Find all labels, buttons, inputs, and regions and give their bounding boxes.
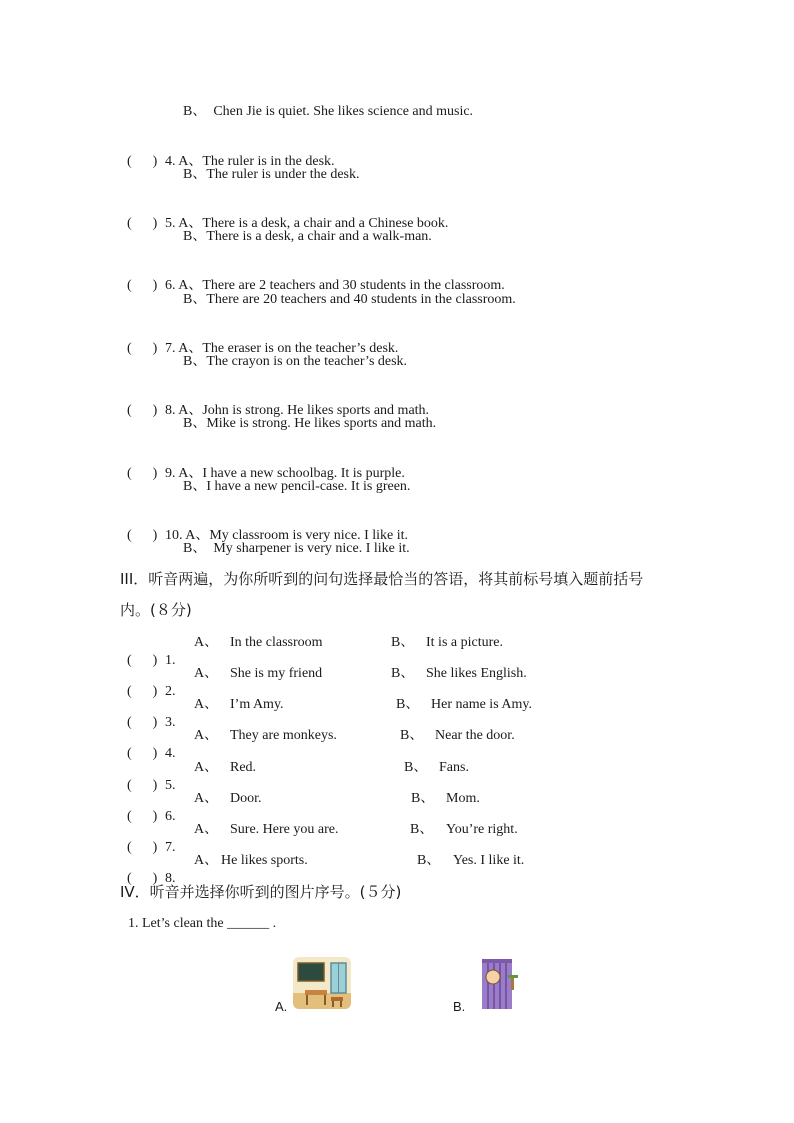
classroom-picture-icon[interactable] xyxy=(293,957,351,1009)
option-a-label: A、 xyxy=(194,635,219,650)
question-number: 6. xyxy=(165,809,176,824)
option-a: Sure. Here you are. xyxy=(230,822,339,837)
option-a-label: A、 xyxy=(194,697,219,712)
part2-q9-option-b: B、I have a new pencil-case. It is green. xyxy=(183,479,411,494)
option-a: She is my friend xyxy=(230,666,323,681)
answer-bracket[interactable]: ( ) xyxy=(127,653,158,668)
part2-q10-option-b: B、 My sharpener is very nice. I like it. xyxy=(183,541,410,556)
section3-heading-cont: 内。(８分) xyxy=(120,601,192,619)
part2-q6-option-b: B、There are 20 teachers and 40 students in the classroom. xyxy=(183,292,516,307)
option-a: A、The eraser is on the teacher’s desk. xyxy=(178,341,399,356)
option-b: Near the door. xyxy=(435,728,515,743)
option-a: I’m Amy. xyxy=(230,697,284,712)
option-b-label: B、 xyxy=(391,666,415,681)
option-b-label: B、 xyxy=(417,853,441,868)
option-a: Door. xyxy=(230,791,262,806)
option-a: He likes sports. xyxy=(221,853,308,868)
option-a: A、My classroom is very nice. I like it. xyxy=(185,528,409,543)
option-b-label: B、 xyxy=(396,697,420,712)
part2-q4-option-b: B、The ruler is under the desk. xyxy=(183,167,360,182)
option-a: Red. xyxy=(230,760,257,775)
option-a: In the classroom xyxy=(230,635,323,650)
part2-q7-option-b: B、The crayon is on the teacher’s desk. xyxy=(183,354,408,369)
answer-bracket[interactable]: ( ) xyxy=(127,715,158,730)
option-b-label: B、 xyxy=(404,760,428,775)
option-b: It is a picture. xyxy=(426,635,503,650)
answer-bracket[interactable]: ( ) xyxy=(127,154,158,169)
option-a: They are monkeys. xyxy=(230,728,337,743)
question-number: 6. xyxy=(165,278,176,293)
option-b: Her name is Amy. xyxy=(431,697,532,712)
answer-bracket[interactable]: ( ) xyxy=(127,840,158,855)
section3-q4 xyxy=(120,727,176,763)
answer-bracket[interactable]: ( ) xyxy=(127,403,158,418)
part2-q5-option-b: B、There is a desk, a chair and a walk-man. xyxy=(183,229,432,244)
question-number: 4. xyxy=(165,154,176,169)
question-number: 7. xyxy=(165,840,176,855)
question-number: 4. xyxy=(165,746,176,761)
option-a-label: A、 xyxy=(194,760,219,775)
curtain-picture-icon[interactable] xyxy=(478,957,522,1011)
option-a-label: A、 xyxy=(194,853,219,868)
answer-bracket[interactable]: ( ) xyxy=(127,278,158,293)
curtain-icon xyxy=(478,957,522,1011)
part2-q8-option-b: B、Mike is strong. He likes sports and math. xyxy=(183,416,437,431)
option-b: Fans. xyxy=(439,760,469,775)
option-b-label: B、 xyxy=(391,635,415,650)
option-b-label: B、 xyxy=(410,822,434,837)
option-a: A、There is a desk, a chair and a Chinese book. xyxy=(178,216,449,231)
option-b-label: B、 xyxy=(400,728,424,743)
answer-bracket[interactable]: ( ) xyxy=(127,684,158,699)
option-a: A、There are 2 teachers and 30 students in the classroom. xyxy=(178,278,505,293)
option-a: A、The ruler is in the desk. xyxy=(178,154,335,169)
option-a: A、I have a new schoolbag. It is purple. xyxy=(178,466,405,481)
answer-bracket[interactable]: ( ) xyxy=(127,746,158,761)
option-a: A、John is strong. He likes sports and math. xyxy=(178,403,430,418)
question-number: 9. xyxy=(165,466,176,481)
option-a-label: A、 xyxy=(194,728,219,743)
answer-bracket[interactable]: ( ) xyxy=(127,466,158,481)
picture-a-label: A. xyxy=(275,999,288,1014)
question-number: 1. xyxy=(165,653,176,668)
answer-bracket[interactable]: ( ) xyxy=(127,871,158,886)
option-a-label: A、 xyxy=(194,666,219,681)
section4-heading: IV．听音并选择你听到的图片序号。(５分) xyxy=(120,883,402,901)
answer-bracket[interactable]: ( ) xyxy=(127,341,158,356)
question-number: 10. xyxy=(165,528,183,543)
option-b: She likes English. xyxy=(426,666,527,681)
option-b-label: B、 xyxy=(411,791,435,806)
option-a-label: A、 xyxy=(194,822,219,837)
question-number: 8. xyxy=(165,871,176,886)
answer-bracket[interactable]: ( ) xyxy=(127,528,158,543)
option-b: You’re right. xyxy=(446,822,518,837)
answer-bracket[interactable]: ( ) xyxy=(127,778,158,793)
section3-heading: III．听音两遍，为你所听到的问句选择最恰当的答语，将其前标号填入题前括号 xyxy=(120,570,644,588)
option-b: Mom. xyxy=(446,791,480,806)
question-number: 3. xyxy=(165,715,176,730)
answer-bracket[interactable]: ( ) xyxy=(127,809,158,824)
question-number: 8. xyxy=(165,403,176,418)
option-b: Yes. I like it. xyxy=(453,853,525,868)
question-number: 5. xyxy=(165,216,176,231)
part2-q6 xyxy=(120,259,505,295)
question-number: 2. xyxy=(165,684,176,699)
question-number: 5. xyxy=(165,778,176,793)
option-a-label: A、 xyxy=(194,791,219,806)
classroom-icon xyxy=(293,957,351,1009)
question-number: 7. xyxy=(165,341,176,356)
part2-q3-option-b: B、 Chen Jie is quiet. She likes science and music. xyxy=(183,104,474,119)
answer-bracket[interactable]: ( ) xyxy=(127,216,158,231)
picture-b-label: B. xyxy=(453,999,466,1014)
section4-q1: 1. Let’s clean the ______ . xyxy=(128,916,277,931)
